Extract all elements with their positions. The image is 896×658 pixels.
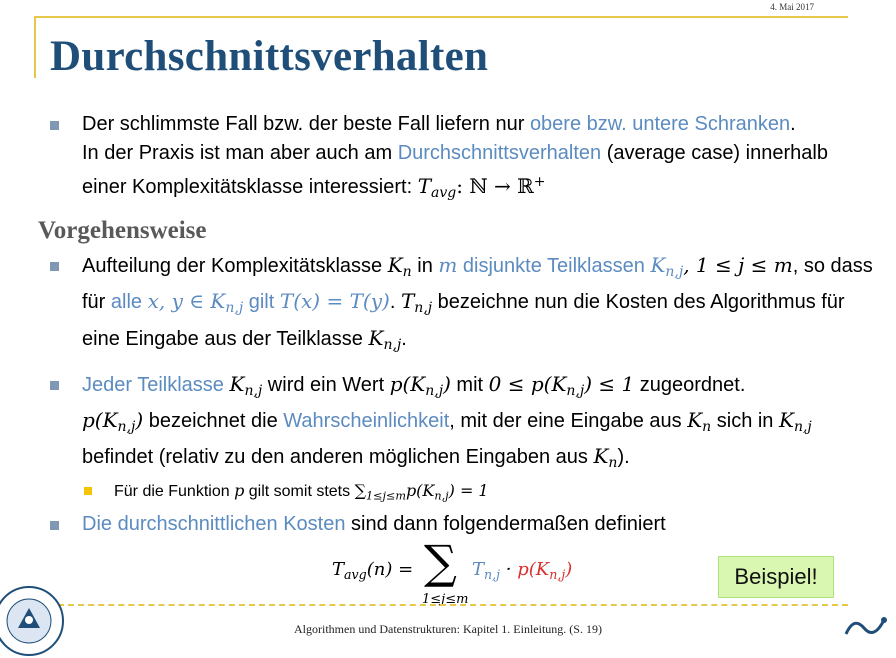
math-subscript: n,j <box>117 419 136 436</box>
math-subscript: n,j <box>244 382 263 399</box>
header-left-rule <box>34 16 36 78</box>
bullet-intro <box>44 110 874 208</box>
math-subscript: n,j <box>225 300 244 317</box>
slide-content <box>38 110 874 607</box>
math-highlight: T(x) = T(y) <box>279 289 390 314</box>
text: mit <box>450 373 489 396</box>
text: gilt somit stets <box>244 483 355 501</box>
math-subscript: n,j <box>484 566 501 582</box>
math-p: p(K <box>82 407 118 432</box>
text: Aufteilung der Komplexitätsklasse <box>82 255 388 278</box>
math-p: p(K <box>517 558 550 580</box>
math-subscript: n <box>608 455 618 472</box>
math-subscript: n,j <box>793 419 812 436</box>
text: , so dass für <box>82 255 873 314</box>
math-T: T <box>400 289 415 314</box>
page-title: Durchschnittsverhalten <box>50 33 489 80</box>
footer-text: Algorithmen und Datenstrukturen: Kapitel 1. Einleitung. (S. 19) <box>294 622 602 636</box>
sum-limits: 1≤j≤m <box>422 591 469 607</box>
math-subscript: avg <box>431 185 457 202</box>
math-subscript: 1≤j≤m <box>365 489 406 503</box>
text: (average case) innerhalb einer Komplexitätsklasse interessiert: <box>82 142 828 198</box>
text: sich in <box>711 409 779 432</box>
text: befindet (relativ zu den anderen möglichen Eingaben aus <box>82 446 594 469</box>
text: sind dann folgendermaßen definiert <box>345 512 666 535</box>
highlight-text: Die durchschnittlichen Kosten <box>82 512 346 535</box>
text: in <box>411 255 439 278</box>
math-rest: : ℕ → ℝ <box>456 174 534 198</box>
math-subscript: avg <box>344 566 367 582</box>
text: bezeichnet die <box>143 409 284 432</box>
math-K: K <box>387 253 403 278</box>
text: zugeordnet. <box>634 373 746 396</box>
math-sum: ∑ <box>354 481 366 501</box>
bullet-marker <box>50 121 59 130</box>
highlight-text: Durchschnittsverhalten <box>397 142 602 164</box>
text: wird ein Wert <box>262 373 390 396</box>
bullet-average-cost <box>44 510 874 539</box>
header-rule <box>34 16 848 18</box>
section-heading: Vorgehensweise <box>38 217 207 245</box>
bullet-partition <box>44 251 874 360</box>
sub-bullet-sum <box>44 478 874 509</box>
bullet-probability <box>44 370 874 479</box>
math-subscript: n,j <box>549 566 566 582</box>
math-K: K <box>687 407 703 432</box>
text: Für die Funktion <box>114 483 235 501</box>
text: bezeichne nun die Kosten des Algorithmus für eine Eingabe aus der Teilklasse <box>82 291 845 350</box>
formula-lhs <box>332 555 413 589</box>
math-p: p <box>234 481 245 501</box>
logo-icon <box>844 614 890 638</box>
footer-rule <box>58 604 848 606</box>
sum-symbol: ∑ <box>424 534 457 589</box>
beispiel-button[interactable]: Beispiel! <box>718 556 834 598</box>
math-superscript: + <box>533 174 546 190</box>
highlight-text: Wahrscheinlichkeit <box>283 409 450 432</box>
text: . <box>401 327 407 350</box>
text: ). <box>617 446 630 469</box>
math-highlight: x, y ∈ K <box>147 289 226 314</box>
math-range-end: ) ≤ 1 <box>584 371 635 396</box>
math-K: K <box>368 325 384 350</box>
math-paren: ) <box>565 558 573 580</box>
math-paren: ) <box>443 371 451 396</box>
math-subscript: n,j <box>383 336 402 353</box>
text: . <box>790 113 796 135</box>
math-K: K <box>779 407 794 432</box>
math-subscript: n,j <box>414 300 433 317</box>
math-subscript: n,j <box>434 489 449 503</box>
formula-rhs <box>472 555 572 589</box>
bullet-marker <box>50 262 59 271</box>
text: In der Praxis ist man aber auch am <box>82 142 398 164</box>
text: , mit der eine Eingabe aus <box>449 409 688 432</box>
math-m: m <box>438 253 458 278</box>
date: 4. Mai 2017 <box>770 2 814 12</box>
math-subscript: n,j <box>665 264 684 281</box>
math-range: , 1 ≤ j ≤ m <box>683 253 793 278</box>
bullet-marker <box>50 521 59 530</box>
math-range: 0 ≤ p(K <box>488 371 567 396</box>
math-K: K <box>229 371 245 396</box>
math-paren: ) <box>135 407 144 432</box>
text: Der schlimmste Fall bzw. der beste Fall liefern nur <box>82 113 530 135</box>
bullet-marker <box>50 381 59 390</box>
math-subscript: n <box>702 419 712 436</box>
math-dot: · <box>500 558 518 580</box>
math-subscript: n,j <box>425 382 444 399</box>
math-p: p(K <box>405 481 435 501</box>
math-K: K <box>650 253 666 278</box>
text: . <box>389 291 401 314</box>
math-T: T <box>332 558 345 580</box>
highlight-text: obere bzw. untere Schranken <box>529 113 791 135</box>
math-subscript: n <box>402 264 412 281</box>
math-rest: (n) = <box>366 558 414 580</box>
math-subscript: n,j <box>566 382 585 399</box>
math-p: p(K <box>389 371 426 396</box>
math-T: T <box>472 558 485 580</box>
highlight-text: Jeder Teilklasse <box>82 373 230 396</box>
highlight-text: disjunkte Teilklassen <box>457 255 651 278</box>
highlight-text: alle <box>110 291 148 314</box>
math-K: K <box>593 444 609 469</box>
math-T: T <box>417 174 432 198</box>
sub-bullet-marker <box>84 487 92 495</box>
university-seal-icon <box>0 584 66 658</box>
math-equals: ) = 1 <box>448 481 489 501</box>
highlight-text: gilt <box>243 291 280 314</box>
